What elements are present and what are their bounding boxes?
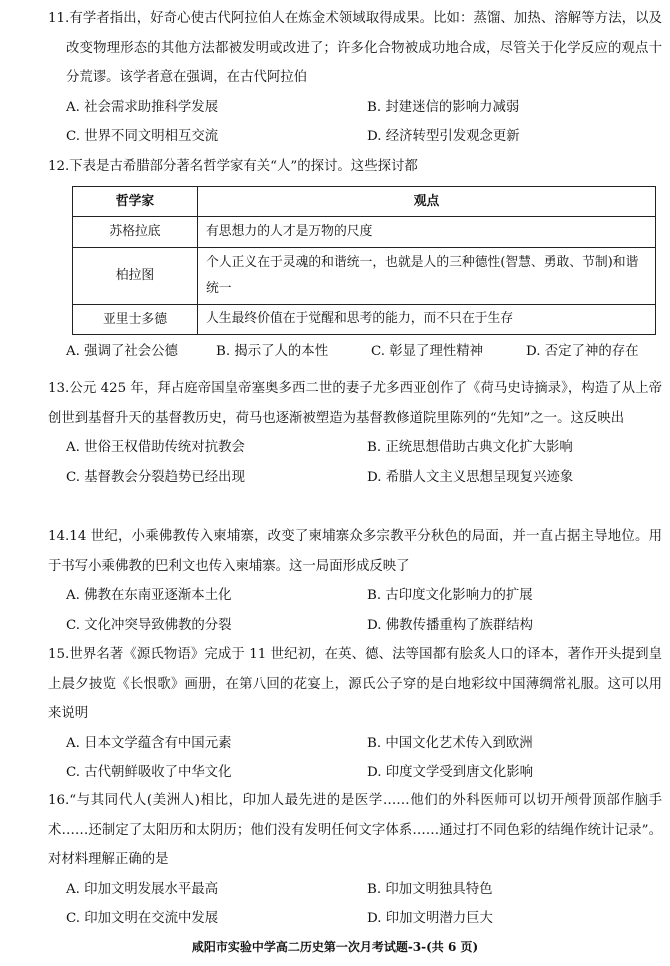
question-stem: 下表是古希腊部分著名哲学家有关“人”的探讨。这些探讨都 <box>69 159 418 174</box>
question-stem: 世界名著《源氏物语》完成于 11 世纪初，在英、德、法等国都有脍炙人口的译本，著作开头提到皇上晨夕披览《长恨歌》画册，在第八回的花宴上，源氏公子穿的是白地彩纹中国薄绸常礼服。这可以用来说明 <box>48 647 662 721</box>
option-b[interactable]: B. 古印度文化影响力的扩展 <box>367 588 533 603</box>
table-header-view: 观点 <box>198 186 656 217</box>
options-row <box>66 904 662 934</box>
option-a[interactable]: A. 世俗王权借助传统对抗教会 <box>66 440 245 455</box>
options-row <box>66 122 662 152</box>
option-c[interactable]: C. 彰显了理性精神 <box>371 344 484 359</box>
option-c[interactable]: C. 基督教会分裂趋势已经出现 <box>66 469 245 485</box>
philosopher-name: 亚里士多德 <box>73 304 198 335</box>
question-number: 16. <box>48 793 70 808</box>
question-15 <box>48 640 662 788</box>
table-row <box>73 217 656 248</box>
options-row <box>66 337 662 367</box>
option-c[interactable]: C. 古代朝鲜吸收了中华文化 <box>66 765 232 780</box>
question-number: 14. <box>48 529 70 544</box>
question-stem: “与其同代人(美洲人)相比，印加人最先进的是医学……他们的外科医师可以切开颅骨顶部作脑手术……还制定了太阳历和太阴历；他们没有发明任何文字体系……通过打不同色彩的结绳作统计记录”。对材料理解正确的是 <box>48 793 662 867</box>
question-stem: 公元 425 年，拜占庭帝国皇帝塞奥多西二世的妻子尤多西亚创作了《荷马史诗摘录》，构造了从上帝创世到基督升天的基督教历史，荷马也逐渐被塑造为基督教修道院里陈列的“先知”之一。这反映出 <box>48 381 662 426</box>
philosopher-view: 个人正义在于灵魂的和谐统一，也就是人的三种德性(智慧、勇敢、节制)和谐统一 <box>198 247 656 304</box>
question-number: 11. <box>48 11 70 26</box>
options-row <box>66 433 662 463</box>
philosopher-name: 柏拉图 <box>73 247 198 304</box>
option-b[interactable]: B. 印加文明独具特色 <box>367 881 493 897</box>
table-header-philosopher: 哲学家 <box>73 186 198 217</box>
option-b[interactable]: B. 正统思想借助古典文化扩大影响 <box>367 440 573 455</box>
options-row <box>66 611 662 641</box>
options-row <box>66 758 662 788</box>
option-b[interactable]: B. 揭示了人的本性 <box>216 344 329 359</box>
philosopher-table <box>72 186 656 336</box>
question-number: 12. <box>48 159 70 174</box>
option-c[interactable]: C. 印加文明在交流中发展 <box>66 911 219 926</box>
question-stem: 有学者指出，好奇心使古代阿拉伯人在炼金术领域取得成果。比如：蒸馏、加热、溶解等方法，以及改变物理形态的其他方法都被发明或改进了；许多化合物被成功地合成，尽管关于化学反应的观点十分荒谬。该学者意在强调，在古代阿拉伯 <box>66 11 662 85</box>
option-d[interactable]: D. 印加文明潜力巨大 <box>367 911 493 926</box>
option-a[interactable]: A. 日本文学蕴含有中国元素 <box>66 735 232 751</box>
options-row <box>66 729 662 759</box>
option-a[interactable]: A. 强调了社会公德 <box>66 344 178 359</box>
table-row <box>73 247 656 304</box>
option-c[interactable]: C. 文化冲突导致佛教的分裂 <box>66 617 232 633</box>
options-row <box>66 875 662 905</box>
options-row <box>66 93 662 123</box>
page-footer: 咸阳市实验中学高二历史第一次月考试题-3-(共 6 页) <box>191 940 479 954</box>
option-b[interactable]: B. 中国文化艺术传入到欧洲 <box>367 735 533 751</box>
question-11 <box>48 4 662 152</box>
question-16 <box>48 786 662 934</box>
option-a[interactable]: A. 印加文明发展水平最高 <box>66 881 219 897</box>
question-number: 15. <box>48 647 70 662</box>
philosopher-view: 人生最终价值在于觉醒和思考的能力，而不只在于生存 <box>198 304 656 335</box>
philosopher-name: 苏格拉底 <box>73 217 198 248</box>
philosopher-view: 有思想力的人才是万物的尺度 <box>198 217 656 248</box>
option-d[interactable]: D. 佛教传播重构了族群结构 <box>367 617 534 633</box>
options-row <box>66 463 662 493</box>
option-c[interactable]: C. 世界不同文明相互交流 <box>66 129 219 144</box>
question-number: 13. <box>48 381 70 396</box>
option-d[interactable]: D. 否定了神的存在 <box>526 344 639 359</box>
table-row <box>73 304 656 335</box>
question-12 <box>48 152 662 367</box>
question-stem: 14 世纪，小乘佛教传入柬埔寨，改变了柬埔寨众多宗教平分秋色的局面，并一直占据主导地位。用于书写小乘佛教的巴利文也传入柬埔寨。这一局面形成反映了 <box>48 529 662 574</box>
option-d[interactable]: D. 希腊人文主义思想呈现复兴迹象 <box>367 469 574 485</box>
options-row <box>66 581 662 611</box>
option-a[interactable]: A. 佛教在东南亚逐渐本土化 <box>66 588 232 603</box>
option-a[interactable]: A. 社会需求助推科学发展 <box>66 99 219 115</box>
option-d[interactable]: D. 经济转型引发观念更新 <box>367 129 520 144</box>
option-d[interactable]: D. 印度文学受到唐文化影响 <box>367 765 534 780</box>
question-13 <box>48 374 662 492</box>
option-b[interactable]: B. 封建迷信的影响力减弱 <box>367 99 520 115</box>
question-14 <box>48 522 662 640</box>
